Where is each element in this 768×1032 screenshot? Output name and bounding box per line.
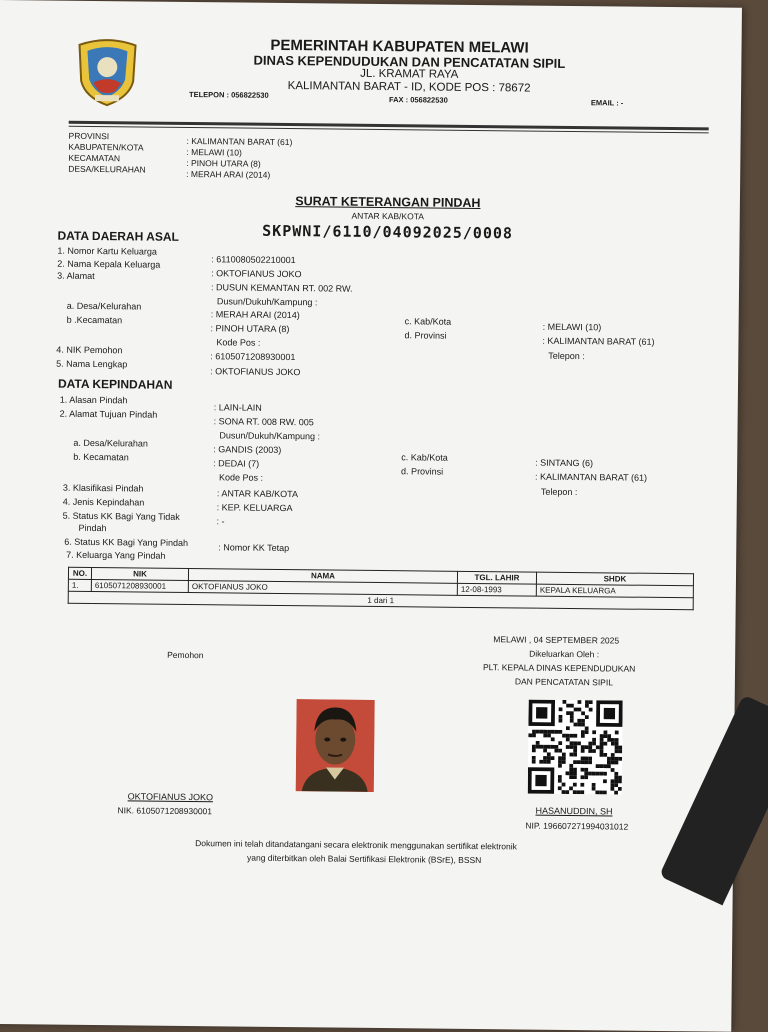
pindah-value-alamat: : SONA RT. 008 RW. 005 [213, 416, 314, 428]
official-title-line1: PLT. KEPALA DINAS KEPENDUDUKAN [482, 662, 636, 674]
pindah-label-kab: c. Kab/Kota [401, 452, 448, 463]
region-value-kecamatan: : PINOH UTARA (8) [186, 157, 261, 169]
place-date: MELAWI , 04 SEPTEMBER 2025 [493, 634, 620, 646]
pindah-value-prov: : KALIMANTAN BARAT (61) [534, 471, 648, 483]
pindah-telepon-label: Telepon : [540, 486, 578, 498]
table-header-nik: NIK [91, 567, 188, 580]
applicant-name: OKTOFIANUS JOKO [127, 791, 214, 803]
asal-value-alamat: : DUSUN KEMANTAN RT. 002 RW. [210, 282, 353, 294]
asal-value-desa: : MERAH ARAI (2014) [210, 309, 300, 321]
regency-emblem-icon [75, 37, 140, 108]
applicant-nik: NIK. 6105071208930001 [117, 805, 213, 817]
official-nip: NIP. 196607271994031012 [525, 820, 629, 832]
pindah-label-desa: a. Desa/Kelurahan [73, 437, 148, 449]
pindah-value-desa: : GANDIS (2003) [213, 444, 282, 455]
table-header-tgl-lahir: TGL. LAHIR [457, 571, 536, 584]
header-fax: FAX : 056822530 [388, 95, 448, 105]
asal-label-kepala: 2. Nama Kepala Keluarga [57, 258, 161, 270]
pindah-value-status-kk: : Nomor KK Tetap [218, 542, 290, 554]
region-label-desa: DESA/KELURAHAN [68, 163, 146, 175]
issued-by-label: Dikeluarkan Oleh : [529, 648, 600, 660]
header-street: JL. KRAMAT RAYA [360, 67, 459, 81]
pindah-label-tidak-pindah: 5. Status KK Bagi Yang Tidak [62, 510, 180, 522]
region-value-kabupaten: : MELAWI (10) [186, 146, 242, 158]
asal-label-kecamatan: b .Kecamatan [66, 314, 123, 326]
pindah-value-klasifikasi: : ANTAR KAB/KOTA [216, 488, 299, 500]
asal-label-nama: 5. Nama Lengkap [56, 358, 128, 370]
region-value-provinsi: : KALIMANTAN BARAT (61) [186, 135, 293, 148]
region-label-kecamatan: KECAMATAN [68, 152, 121, 164]
pindah-value-tidak-pindah: : - [216, 516, 225, 527]
pindah-value-jenis: : KEP. KELUARGA [216, 502, 293, 514]
footer-note-line2: yang diterbitkan oleh Balai Sertifikasi Elektronik (BSrE), BSSN [246, 852, 482, 866]
table-cell-nama: OKTOFIANUS JOKO [188, 581, 457, 596]
asal-label-no-kk: 1. Nomor Kartu Keluarga [57, 245, 157, 257]
pindah-label-alasan: 1. Alasan Pindah [59, 394, 128, 406]
asal-value-kecamatan: : PINOH UTARA (8) [210, 323, 290, 335]
pindah-value-alasan: : LAIN-LAIN [213, 402, 262, 413]
asal-value-nama: : OKTOFIANUS JOKO [210, 366, 301, 378]
asal-value-no-kk: : 6110080502210001 [211, 254, 296, 266]
pindah-label-prov: d. Provinsi [401, 466, 444, 477]
official-title-line2: DAN PENCATATAN SIPIL [514, 676, 614, 688]
applicant-photo [296, 699, 375, 792]
header-government: PEMERINTAH KABUPATEN MELAWI [270, 36, 529, 57]
table-header-nama: NAMA [188, 569, 457, 584]
pindah-dusun-label: Dusun/Dukuh/Kampung : [219, 430, 321, 442]
asal-telepon-label: Telepon : [548, 350, 585, 362]
asal-value-prov: : KALIMANTAN BARAT (61) [542, 335, 655, 347]
header-email: EMAIL : - [590, 98, 624, 108]
pindah-label-keluarga: 7. Keluarga Yang Pindah [66, 549, 166, 561]
family-table [68, 567, 694, 611]
document-number: SKPWNI/6110/04092025/0008 [262, 221, 514, 243]
asal-value-nik: : 6105071208930001 [210, 351, 296, 363]
qr-code-icon [528, 700, 623, 795]
asal-value-kepala: : OKTOFIANUS JOKO [211, 268, 302, 280]
footer-note-line1: Dokumen ini telah ditandatangani secara elektronik menggunakan sertifikat elektronik [195, 838, 517, 852]
table-cell-nik: 6105071208930001 [91, 579, 188, 592]
asal-label-nik: 4. NIK Pemohon [56, 344, 123, 356]
header-telepon: TELEPON : 056822530 [188, 89, 269, 100]
table-cell-shdk: KEPALA KELUARGA [536, 584, 693, 598]
asal-label-alamat: 3. Alamat [57, 270, 95, 282]
region-label-provinsi: PROVINSI [68, 130, 110, 142]
asal-label-desa: a. Desa/Kelurahan [66, 300, 142, 312]
header-address: KALIMANTAN BARAT - ID, KODE POS : 78672 [287, 80, 531, 95]
official-name: HASANUDDIN, SH [535, 805, 613, 817]
asal-dusun-label: Dusun/Dukuh/Kampung : [216, 296, 318, 308]
header-agency: DINAS KEPENDUDUKAN DAN PENCATATAN SIPIL [253, 52, 566, 71]
pindah-value-kab: : SINTANG (6) [535, 457, 594, 469]
applicant-label: Pemohon [167, 649, 204, 661]
region-label-kabupaten: KABUPATEN/KOTA [68, 141, 144, 153]
region-value-desa: : MERAH ARAI (2014) [186, 168, 271, 180]
table-header-shdk: SHDK [536, 572, 693, 586]
document-subtitle: ANTAR KAB/KOTA [351, 210, 425, 222]
pindah-label-klasifikasi: 3. Klasifikasi Pindah [62, 482, 144, 494]
pindah-label-kecamatan: b. Kecamatan [73, 451, 129, 463]
pindah-label-tidak-pindah-2: Pindah [78, 522, 107, 534]
asal-value-kab: : MELAWI (10) [542, 321, 602, 333]
table-page-indicator: 1 dari 1 [68, 591, 693, 610]
section-heading-asal: DATA DAERAH ASAL [57, 228, 179, 244]
section-heading-kepindahan: DATA KEPINDAHAN [57, 376, 173, 392]
asal-kodepos-label: Kode Pos : [216, 337, 261, 348]
document-title: SURAT KETERANGAN PINDAH [295, 194, 481, 211]
person-photo-icon [296, 699, 375, 792]
table-cell-no: 1. [68, 579, 91, 591]
table-header-no: NO. [68, 567, 91, 579]
table-cell-tgl-lahir: 12-08-1993 [457, 583, 536, 596]
pindah-kodepos-label: Kode Pos : [218, 472, 264, 483]
pindah-value-kecamatan: : DEDAI (7) [213, 458, 260, 469]
pindah-label-alamat: 2. Alamat Tujuan Pindah [59, 408, 158, 420]
pindah-label-jenis: 4. Jenis Kepindahan [62, 496, 145, 508]
asal-label-kab: c. Kab/Kota [404, 316, 452, 327]
asal-label-prov: d. Provinsi [404, 330, 447, 341]
pindah-label-status-kk: 6. Status KK Bagi Yang Pindah [64, 536, 189, 548]
